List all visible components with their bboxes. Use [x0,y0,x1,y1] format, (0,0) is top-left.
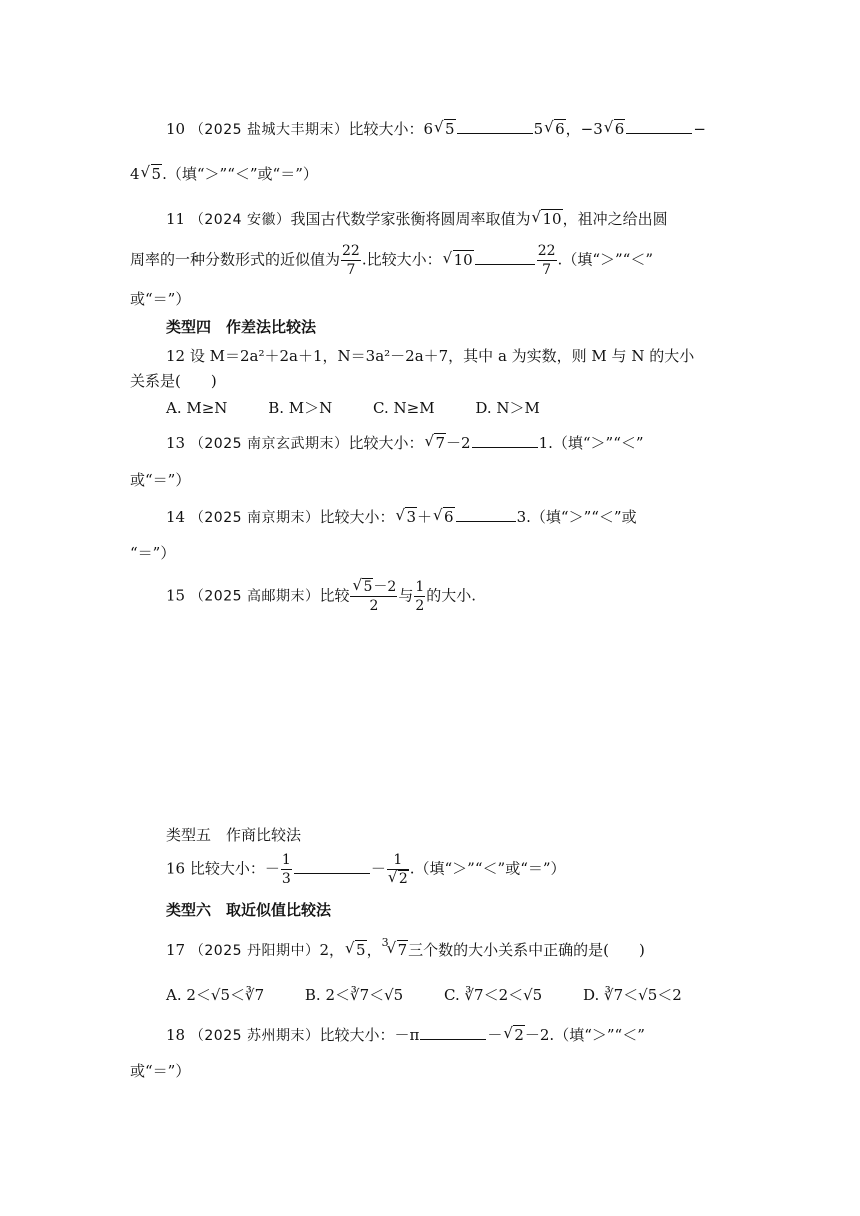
q10-blank-1[interactable] [457,132,533,134]
q11-sqrt-2: √ 10 [443,251,474,269]
q14-tail: 3.（填“＞”“＜”或 [516,508,637,526]
q17-source: （2025 丹阳期中） [189,943,320,959]
q10-sqrt-2: √ 6 [544,120,566,138]
q18-tail: －2.（填“＞”“＜” [524,1026,645,1044]
q14-sqrt-1: √ 3 [395,508,417,526]
q13-line1 [166,432,644,453]
q15-fraction-2: $\frac{1}{2}$ [415,579,425,614]
q18-text1: 比较大小：－π [319,1026,420,1044]
q11-source: （2024 安徽） [189,212,291,228]
q16-number: 16 [166,859,186,878]
q15-source: （2025 高邮期末） [189,588,320,605]
q10-sqrt-4: √ 5 [141,165,163,183]
q14-plus: ＋ [417,508,433,526]
q10-cont: 4 [130,165,140,183]
q16-minus: － [370,859,386,878]
q12-option-b[interactable]: B. M＞N [268,399,333,417]
q15-fraction-1: √ $\frac{5-2}{2}$ [350,578,397,615]
q13-number: 13 [166,434,186,452]
q11-text4: .比较大小： [361,250,442,269]
q11-fraction-2: $\frac{22}{7}$ [537,243,556,278]
q13-text1: 比较大小： [348,434,424,452]
q17-number: 17 [166,941,186,959]
q11-fraction-1: $\frac{22}{7}$ [342,243,360,278]
q17-sqrt: √ 5 [345,941,367,959]
q15-tail: 的大小. [426,586,477,605]
q18-sqrt: √ 2 [503,1026,525,1044]
q16-line1 [166,851,566,888]
q11-text3: 周率的一种分数形式的近似值为 [130,250,341,269]
q17-option-d[interactable]: D. ∛7＜√5＜2 [583,986,682,1004]
q11-number: 11 [166,210,186,228]
q13-source: （2025 南京玄武期末） [189,436,349,452]
q12-option-d[interactable]: D. N＞M [475,399,540,417]
q17-options [166,984,718,1005]
q10-source: （2025 盐城大丰期末） [189,122,349,138]
q17-cube-root: √ 7 [387,941,409,959]
q18-minus: － [487,1026,503,1044]
q10-number: 10 [166,120,186,138]
q15-mid: 与 [398,586,414,605]
q13-line2: 或“＝”） [130,471,191,489]
q12-option-c[interactable]: C. N≥M [373,399,435,417]
q10-text: 比较大小：6 [348,120,434,138]
q15-number: 15 [166,586,186,605]
q13-tail: 1.（填“＞”“＜” [538,434,644,452]
q18-line1 [166,1024,645,1045]
section-6-title: 类型六 取近似值比较法 [166,901,332,919]
q16-fraction-2: 1 √ 2 [387,851,409,888]
q12-line2: 关系是( ) [130,372,217,390]
q18-number: 18 [166,1026,186,1044]
q17-comma: ， [366,941,382,959]
q15-text1: 比较 [319,586,350,605]
q12-line1 [166,345,694,366]
q14-number: 14 [166,508,186,526]
section-4-title: 类型四 作差法比较法 [166,318,317,336]
q17-text1: 2， [319,941,345,959]
q14-sqrt-2: √ 6 [433,508,455,526]
q11-line2 [130,242,653,279]
q16-tail: .（填“＞”“＜”或“＝”） [409,859,566,878]
q13-sqrt: √ 7 [424,434,446,452]
q11-line1 [166,208,668,229]
q12-options [166,397,576,418]
q17-cube-index: 3 [381,936,389,949]
q12-number: 12 [166,347,186,365]
q11-line3: 或“＝”） [130,290,191,308]
q10-sqrt-1: √ 5 [434,120,456,138]
q11-sqrt-1: √ 10 [531,210,562,228]
q16-blank[interactable] [294,872,370,874]
q14-source: （2025 南京期末） [189,510,320,526]
section-5-title: 类型五 作商比较法 [166,826,302,844]
q10-blank-2[interactable] [626,132,692,134]
q10-minus: − [693,120,706,138]
q18-line2: 或“＝”） [130,1062,191,1080]
q12-option-a[interactable]: A. M≥N [166,399,228,417]
q18-blank[interactable] [420,1038,486,1040]
q10-line2 [130,163,318,184]
q10-line1 [166,118,706,139]
q10-tail: .（填“＞”“＜”或“＝”） [162,165,318,183]
q11-text1: 我国古代数学家张衡将圆周率取值为 [290,210,531,228]
q14-blank[interactable] [456,520,516,522]
q10-mid: ，−3 [565,120,603,138]
q15-line1 [166,578,476,615]
q11-text2: ，祖冲之给出圆 [562,210,668,228]
q14-line2: “＝”） [130,544,176,562]
q14-line1 [166,506,637,527]
q16-text1: 比较大小：－ [189,859,280,878]
q17-text2: 三个数的大小关系中正确的是( ) [408,941,645,959]
q11-blank[interactable] [475,263,535,265]
q13-text2: －2 [446,434,471,452]
q11-tail: .（填“＞”“＜” [557,250,653,269]
q14-text1: 比较大小： [319,508,395,526]
q12-text: 设 M＝2a²＋2a＋1，N＝3a²－2a＋7，其中 a 为实数，则 M 与 N 的大小 [189,347,695,365]
q17-option-c[interactable]: C. ∛7＜2＜√5 [444,986,543,1004]
q16-fraction-1: $\frac{1}{3}$ [281,852,291,887]
q10-sqrt-3: √ 6 [604,120,626,138]
q17-option-a[interactable]: A. 2＜√5＜∛7 [166,986,265,1004]
q10-coef: 5 [533,120,544,138]
q17-line1 [166,936,645,960]
q18-source: （2025 苏州期末） [189,1028,320,1044]
q13-blank[interactable] [472,446,538,448]
q17-option-b[interactable]: B. 2＜∛7＜√5 [304,986,404,1004]
